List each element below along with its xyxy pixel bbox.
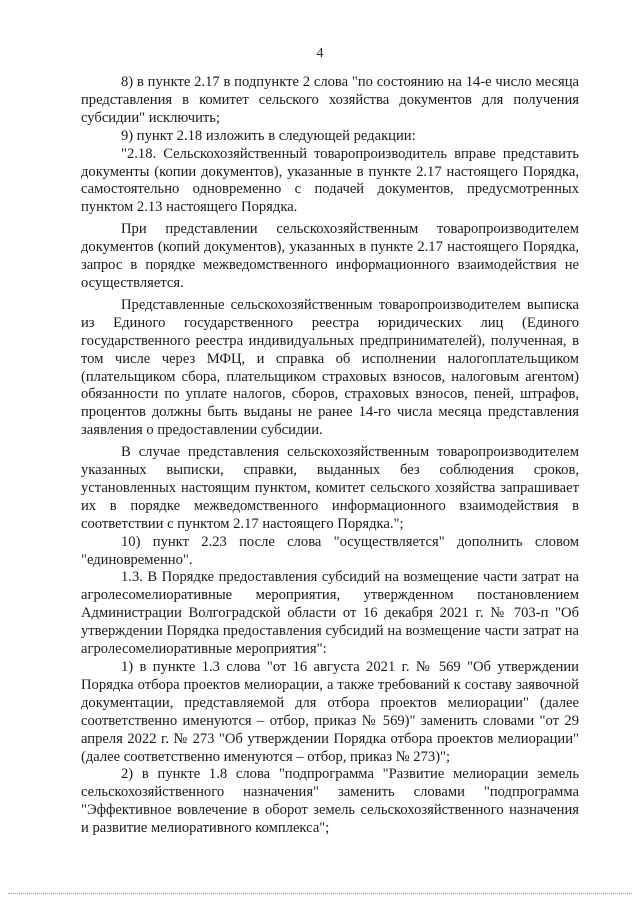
paragraph-documents-request: При представлении сельскохозяйственным товаропроизводителем документов (копий документов), указанных в пункте 2.17 настоящего Порядка, запрос в порядке межведомственного информационного взаимодействия не осуществляется. <box>81 221 579 291</box>
paragraph-extract-terms: Представленные сельскохозяйственным товаропроизводителем выписка из Единого государственного реестра юридических лиц (Единого государственного реестра индивидуальных предпринимателей), полученная, в том числе через МФЦ, и справка об исполнении налогоплательщиком (плательщиком сбора, плательщиком страховых взносов, налоговым агентом) обязанности по уплате налогов, сборов, страховых взносов, пеней, штрафов, процентов должны быть выданы не ранее 14-го числа месяца представления заявления о предоставлении субсидии. <box>81 296 579 439</box>
paragraph-8: 8) в пункте 2.17 в подпункте 2 слова "по состоянию на 14-е число месяца представления в комитет сельского хозяйства документов для получения субсидии" исключить; <box>81 74 579 126</box>
paragraph-1-3-item-2: 2) в пункте 1.8 слова "подпрограмма "Развитие мелиорации земель сельскохозяйственного назначения" заменить словами "подпрограмма "Эффективное вовлечение в оборот земель сельскохозяйственного назначения и развитие мелиоративного комплекса"; <box>81 766 579 837</box>
document-body <box>81 74 579 838</box>
paragraph-1-3-item-1: 1) в пункте 1.3 слова "от 16 августа 2021 г. № 569 "Об утверждении Порядка отбора проектов мелиорации, а также требований к составу заявочной документации, представляемой для отбора проектов мелиорации" (далее соответственно именуются – отбор, приказ № 569)" заменить словами "от 29 апреля 2022 г. № 273 "Об утверждении Порядка отбора проектов мелиорации" (далее соответственно именуются – отбор, приказ № 273)"; <box>81 659 579 765</box>
paragraph-10: 10) пункт 2.23 после слова "осуществляется" дополнить словом "единовременно". <box>81 533 579 568</box>
paragraph-2-18: "2.18. Сельскохозяйственный товаропроизводитель вправе представить документы (копии документов), указанные в пункте 2.17 настоящего Порядка, самостоятельно одновременно с подачей документов, предусмотренных пунктом 2.13 настоящего Порядка. <box>81 145 579 216</box>
page-number: 4 <box>316 46 324 61</box>
paragraph-interagency-request: В случае представления сельскохозяйственным товаропроизводителем указанных выписки, справки, выданных без соблюдения сроков, установленных настоящим пунктом, комитет сельского хозяйства запрашивает их в порядке межведомственного информационного взаимодействия в соответствии с пунктом 2.17 настоящего Порядка."; <box>81 444 579 532</box>
paragraph-1-3: 1.3. В Порядке предоставления субсидий на возмещение части затрат на агролесомелиоративные мероприятия, утвержденном постановлением Администрации Волгоградской области от 16 декабря 2021 г. № 703-п "Об утверждении Порядка предоставления субсидий на возмещение части затрат на агролесомелиоративные мероприятия": <box>81 569 579 658</box>
footer-divider <box>8 893 632 894</box>
paragraph-9: 9) пункт 2.18 изложить в следующей редакции: <box>121 127 416 144</box>
